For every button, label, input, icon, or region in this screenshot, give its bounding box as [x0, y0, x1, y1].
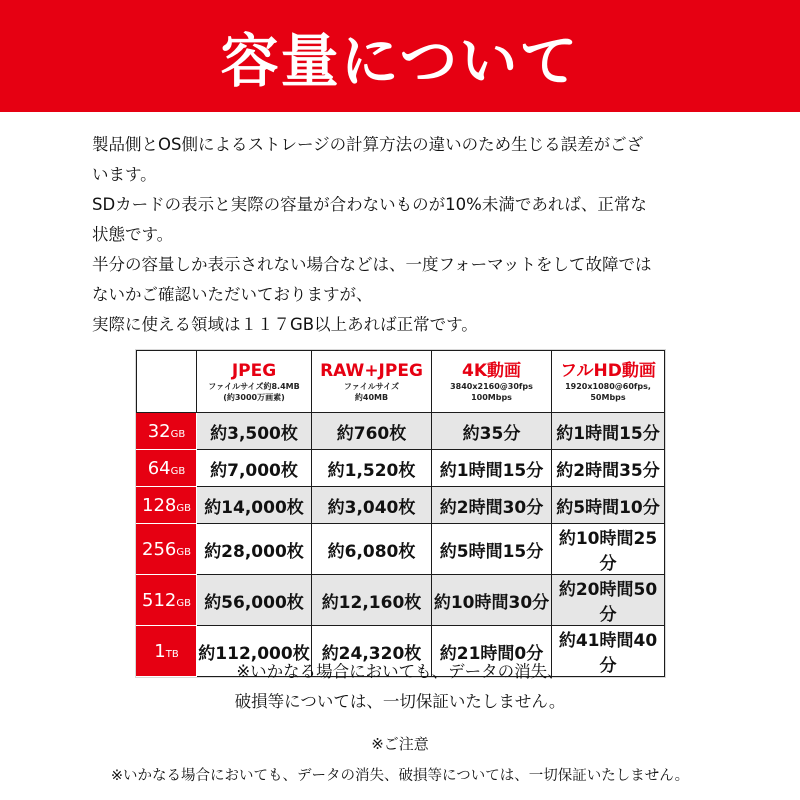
- capacity-number: 256: [142, 538, 177, 560]
- intro-line: ないかご確認いただいておりますが、: [92, 285, 373, 304]
- title-banner: [0, 0, 800, 112]
- table-cell: 約7,000枚: [197, 450, 312, 487]
- table-cell: 約1時間15分: [432, 450, 552, 487]
- column-subtitle: ファイルサイズ 約40MB: [343, 381, 400, 402]
- table-cell: 約41時間40分: [552, 626, 665, 677]
- capacity-unit: GB: [176, 546, 191, 558]
- table-corner-cell: [137, 351, 197, 413]
- column-title: JPEG: [231, 360, 277, 381]
- caution-text: ※いかなる場合においても、データの消失、破損等については、一切保証いたしません。: [110, 768, 690, 784]
- capacity-number: 1: [154, 640, 166, 662]
- table-row: [137, 487, 665, 524]
- column-subtitle: 1920x1080@60fps, 50Mbps: [565, 381, 651, 402]
- column-subtitle: ファイルサイズ約8.4MB (約3000万画素): [208, 381, 300, 402]
- column-title: RAW+JPEG: [320, 360, 423, 381]
- table-header-row: [137, 351, 665, 413]
- table-cell: 約2時間30分: [432, 487, 552, 524]
- table-cell: 約112,000枚: [197, 626, 312, 677]
- intro-text: [92, 130, 732, 340]
- intro-line: います。: [92, 165, 157, 184]
- table-cell: 約10時間30分: [432, 575, 552, 626]
- table-row: [137, 413, 665, 450]
- capacity-label: [137, 413, 197, 450]
- table-cell: 約24,320枚: [312, 626, 432, 677]
- capacity-label: [137, 575, 197, 626]
- table-cell: 約3,040枚: [312, 487, 432, 524]
- table-cell: 約12,160枚: [312, 575, 432, 626]
- table-row: [137, 450, 665, 487]
- column-header-4k-video: [432, 351, 552, 413]
- intro-line: 実際に使える領域は１１７GB以上あれば正常です。: [92, 315, 478, 334]
- table-cell: 約20時間50分: [552, 575, 665, 626]
- capacity-number: 64: [147, 457, 171, 479]
- table-cell: 約21時間0分: [432, 626, 552, 677]
- table-cell: 約10時間25分: [552, 524, 665, 575]
- capacity-label: [137, 487, 197, 524]
- table-row: [137, 524, 665, 575]
- capacity-number: 32: [147, 420, 171, 442]
- caution-title: ※ご注意: [371, 735, 429, 753]
- capacity-unit: GB: [176, 597, 191, 609]
- table-cell: 約35分: [432, 413, 552, 450]
- capacity-unit: GB: [176, 502, 191, 514]
- capacity-label: [137, 450, 197, 487]
- column-header-fullhd-video: [552, 351, 665, 413]
- table-cell: 約14,000枚: [197, 487, 312, 524]
- column-subtitle: 3840x2160@30fps 100Mbps: [450, 381, 533, 402]
- column-header-jpeg: [197, 351, 312, 413]
- capacity-label: [137, 524, 197, 575]
- disclaimer-line: ※いかなる場合においても、データの消失、: [236, 662, 564, 681]
- capacity-number: 512: [142, 589, 177, 611]
- table-cell: 約760枚: [312, 413, 432, 450]
- page-title: 容量について: [220, 27, 580, 95]
- table-cell: 約3,500枚: [197, 413, 312, 450]
- capacity-unit: GB: [170, 465, 186, 477]
- table-cell: 約28,000枚: [197, 524, 312, 575]
- table-cell: 約1時間15分: [552, 413, 665, 450]
- intro-line: 製品側とOS側によるストレージの計算方法の違いのため生じる誤差がござ: [92, 135, 644, 154]
- capacity-table: [136, 350, 665, 677]
- intro-line: SDカードの表示と実際の容量が合わないものが10%未満であれば、正常な: [92, 195, 647, 214]
- disclaimer-line: 破損等については、一切保証いたしません。: [234, 692, 566, 711]
- column-title: フルHD動画: [560, 360, 656, 381]
- column-title: 4K動画: [461, 360, 521, 381]
- table-cell: 約2時間35分: [552, 450, 665, 487]
- table-row: [137, 575, 665, 626]
- table-cell: 約56,000枚: [197, 575, 312, 626]
- capacity-unit: TB: [165, 648, 179, 660]
- table-cell: 約5時間10分: [552, 487, 665, 524]
- table-cell: 約6,080枚: [312, 524, 432, 575]
- table-cell: 約5時間15分: [432, 524, 552, 575]
- table-cell: 約1,520枚: [312, 450, 432, 487]
- capacity-number: 128: [142, 494, 177, 516]
- column-header-raw-jpeg: [312, 351, 432, 413]
- capacity-unit: GB: [170, 428, 186, 440]
- intro-line: 状態です。: [92, 225, 174, 244]
- intro-line: 半分の容量しか表示されない場合などは、一度フォーマットをして故障では: [92, 255, 652, 274]
